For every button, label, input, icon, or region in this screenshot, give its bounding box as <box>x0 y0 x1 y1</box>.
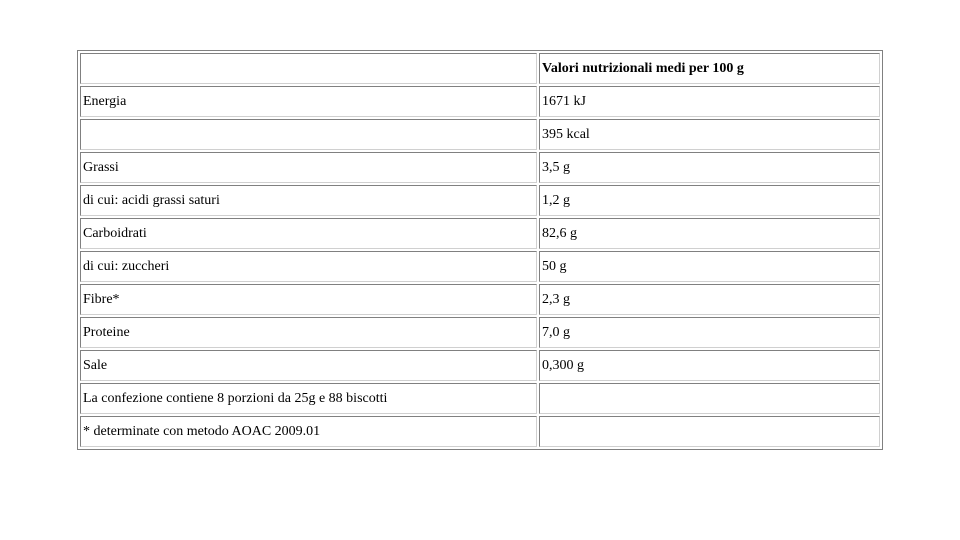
row-value <box>539 383 880 414</box>
row-label: La confezione contiene 8 porzioni da 25g e 88 biscotti <box>80 383 537 414</box>
nutrition-table <box>77 50 883 450</box>
row-value: 7,0 g <box>539 317 880 348</box>
row-value: 2,3 g <box>539 284 880 315</box>
table-row <box>80 317 880 348</box>
row-value: 82,6 g <box>539 218 880 249</box>
row-label <box>80 119 537 150</box>
row-value: 1671 kJ <box>539 86 880 117</box>
row-label: Sale <box>80 350 537 381</box>
row-label: Energia <box>80 86 537 117</box>
row-label: * determinate con metodo AOAC 2009.01 <box>80 416 537 447</box>
table-row <box>80 119 880 150</box>
row-label: Proteine <box>80 317 537 348</box>
row-label: di cui: zuccheri <box>80 251 537 282</box>
table-row <box>80 416 880 447</box>
table-row <box>80 251 880 282</box>
table-row <box>80 284 880 315</box>
table-header-row <box>80 53 880 84</box>
table-row <box>80 350 880 381</box>
table-row <box>80 383 880 414</box>
row-value: 0,300 g <box>539 350 880 381</box>
table-row <box>80 218 880 249</box>
table-row <box>80 86 880 117</box>
header-value-cell: Valori nutrizionali medi per 100 g <box>539 53 880 84</box>
row-value: 50 g <box>539 251 880 282</box>
row-label: Grassi <box>80 152 537 183</box>
table-row <box>80 185 880 216</box>
row-label: di cui: acidi grassi saturi <box>80 185 537 216</box>
row-label: Fibre* <box>80 284 537 315</box>
header-label-cell <box>80 53 537 84</box>
row-label: Carboidrati <box>80 218 537 249</box>
row-value: 395 kcal <box>539 119 880 150</box>
table-row <box>80 152 880 183</box>
row-value: 1,2 g <box>539 185 880 216</box>
row-value: 3,5 g <box>539 152 880 183</box>
row-value <box>539 416 880 447</box>
